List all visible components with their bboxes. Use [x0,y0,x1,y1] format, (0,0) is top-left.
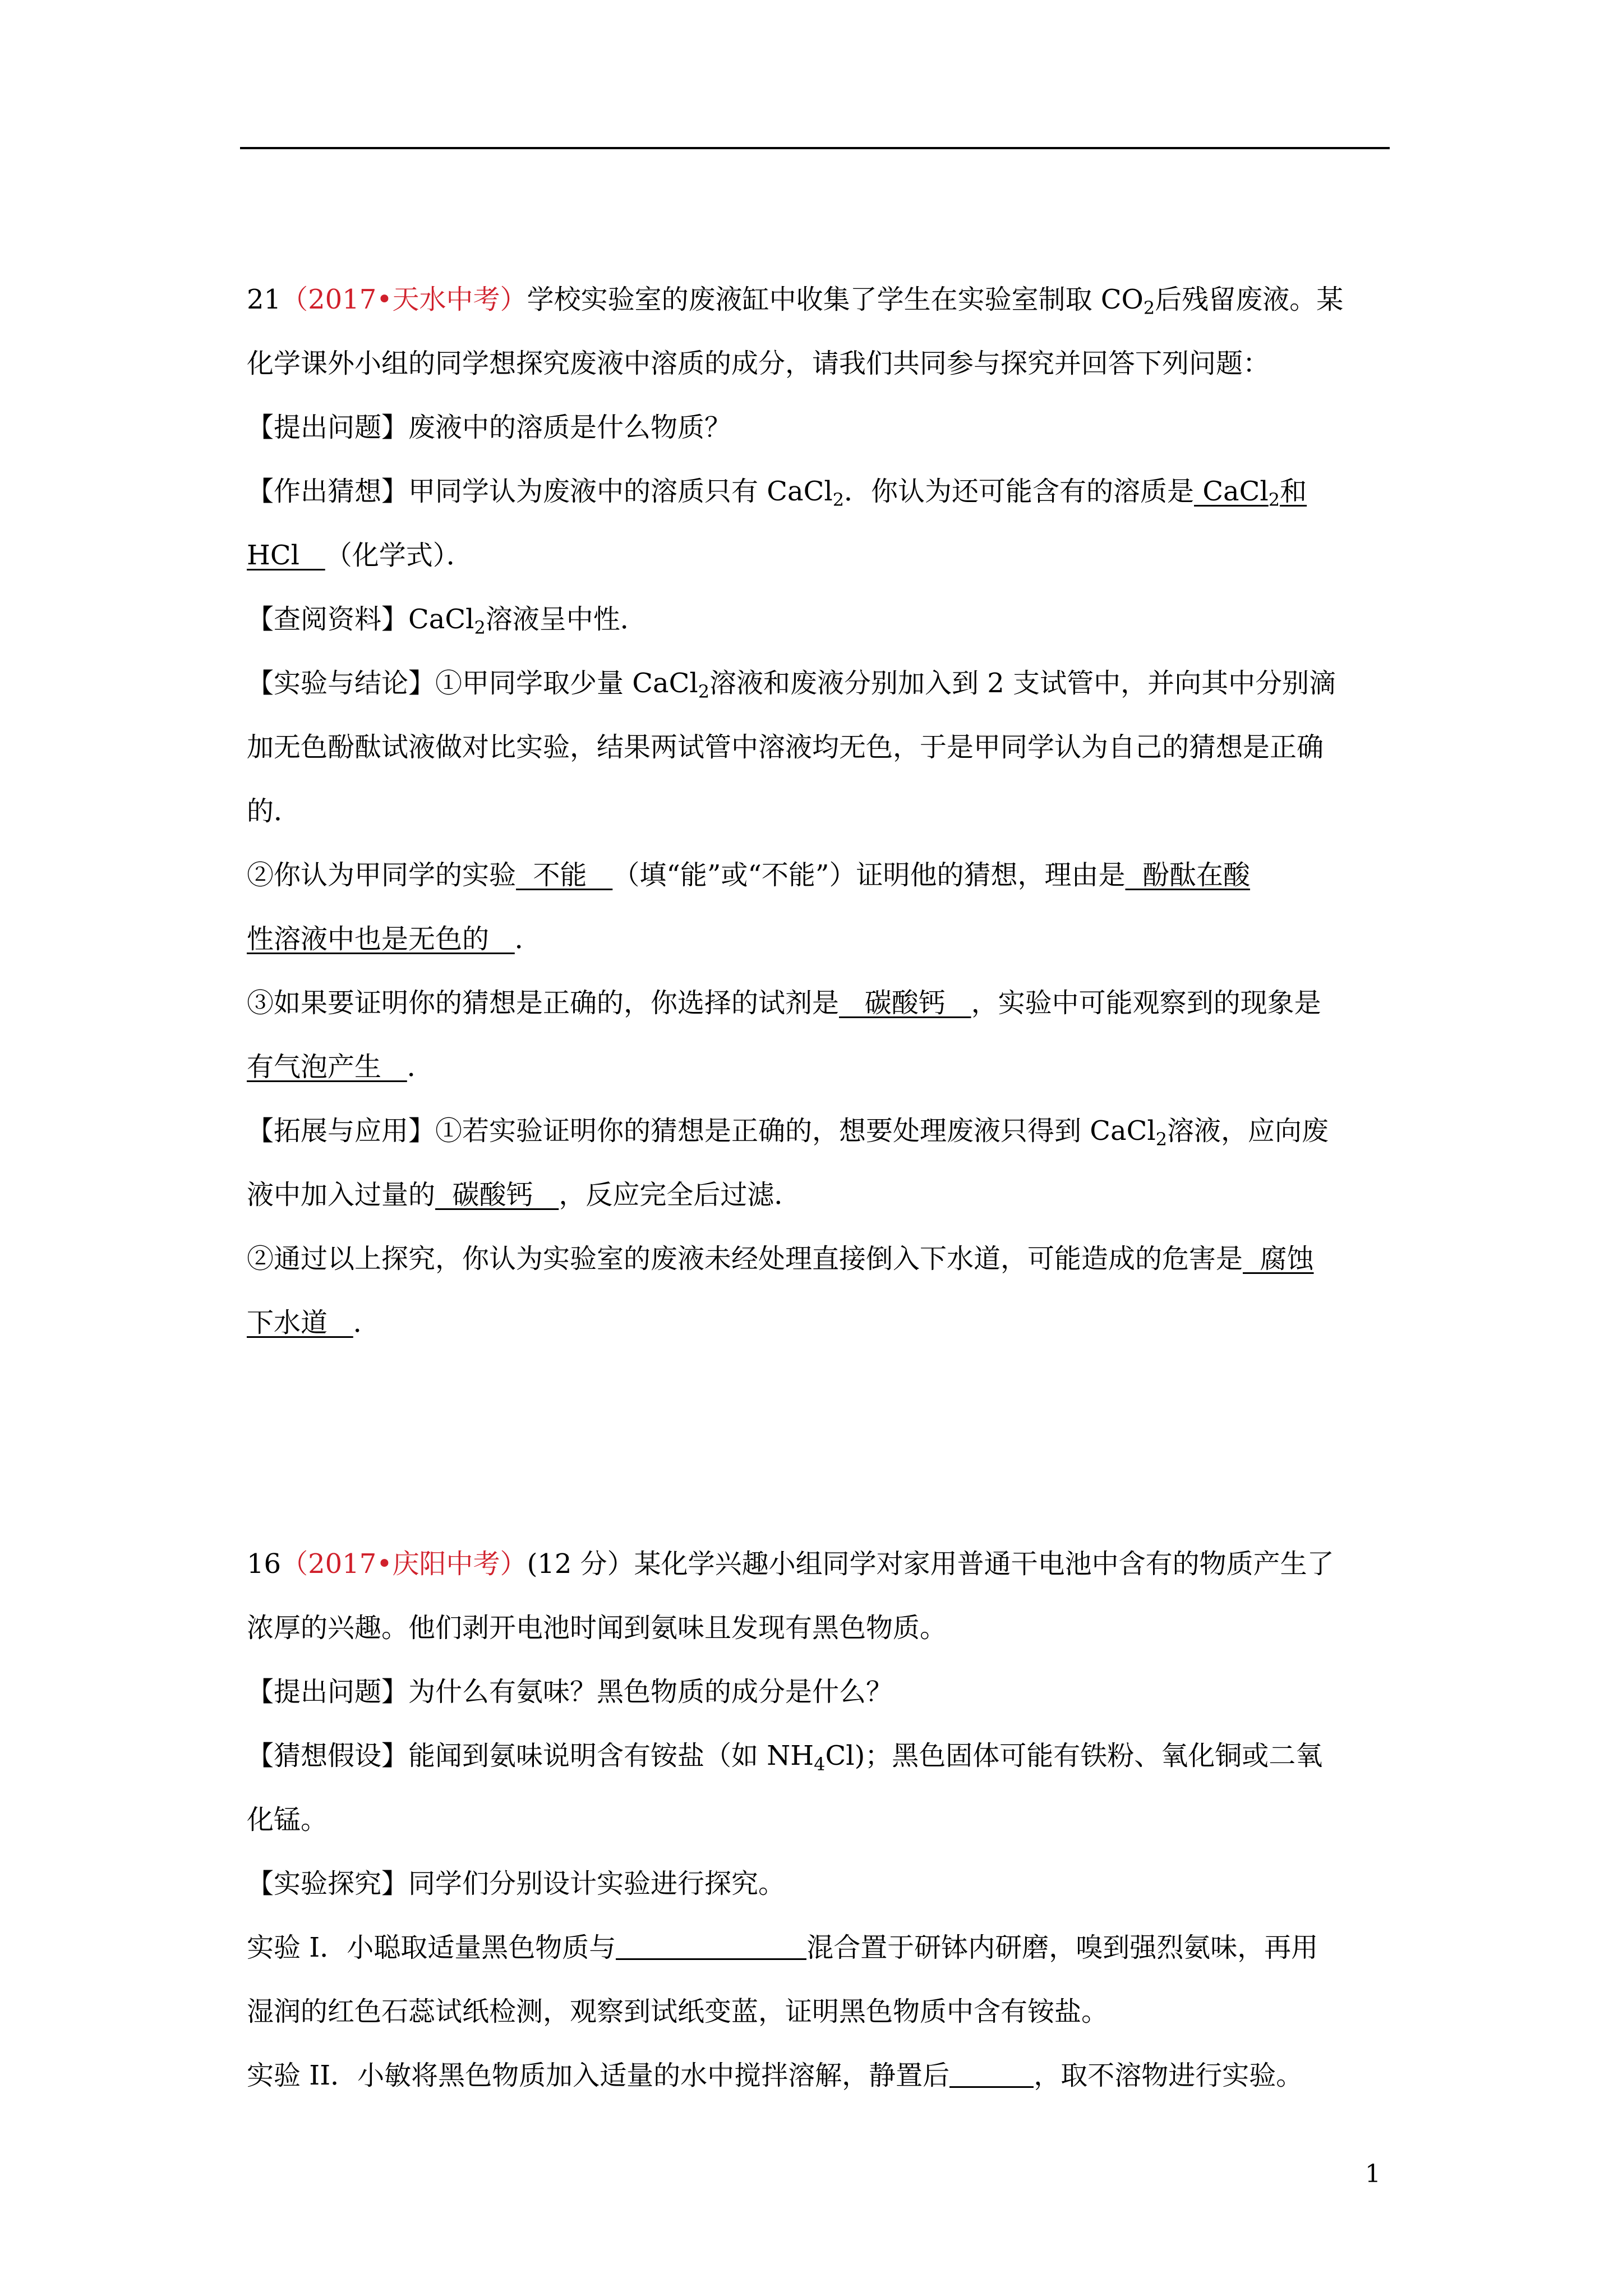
q21-line-9: 的． [247,795,301,827]
fill-blank[interactable] [949,2062,1034,2088]
q21-line-7: 【实验与结论】①甲同学取少量 CaCl$_2$溶液和废液分别加入到 2 支试管中，并向其中分别滴 [247,668,1336,702]
q21-line-16: ②通过以上探究，你认为实验室的废液未经处理直接倒入下水道，可能造成的危害是 腐蚀 [247,1243,1314,1274]
q16-line-2: 浓厚的兴趣。他们剥开电池时闻到氨味且发现有黑色物质。 [247,1612,947,1644]
q21-line-14: 【拓展与应用】①若实验证明你的猜想是正确的，想要处理废液只得到 CaCl$_2$溶液，应向废 [247,1115,1329,1150]
answer-blank: 不能 [516,859,613,891]
answer-blank: 腐蚀 [1243,1243,1314,1274]
q21-line-10: ②你认为甲同学的实验 不能 （填“能”或“不能”）证明他的猜想，理由是 酚酞在酸 [247,859,1251,891]
question-number: 16 [247,1548,282,1580]
q16-line-9: 实验 II．小敏将黑色物质加入适量的水中搅拌溶解，静置后 ，取不溶物进行实验。 [247,2060,1303,2091]
question-number: 21 [247,284,282,315]
q21-line-15: 液中加入过量的 碳酸钙 ，反应完全后过滤． [247,1179,801,1211]
source-tag: （2017•庆阳中考） [281,1548,527,1580]
q21-line-5: HCl （化学式）． [247,540,473,571]
q21-line-17: 下水道 ． [247,1307,380,1338]
q16-line-8: 湿润的红色石蕊试纸检测，观察到试纸变蓝，证明黑色物质中含有铵盐。 [247,1996,1109,2027]
q21-line-4: 【作出猜想】甲同学认为废液中的溶质只有 CaCl$_2$．你认为还可能含有的溶质是 CaCl$_2$和 [247,476,1307,510]
answer-blank: 碳酸钙 [435,1179,559,1211]
q21-line-1: 21（2017•天水中考）学校实验室的废液缸中收集了学生在实验室制取 $CO_2$后残留废液。某 [247,284,1344,319]
q16-line-4: 【猜想假设】能闻到氨味说明含有铵盐（如 $NH_4Cl$)；黑色固体可能有铁粉、氧化铜或二氧 [247,1740,1323,1775]
q21-line-2: 化学课外小组的同学想探究废液中溶质的成分，请我们共同参与探究并回答下列问题： [247,348,1270,379]
answer-blank: 碳酸钙 [839,987,971,1019]
q16-line-6: 【实验探究】同学们分别设计实验进行探究。 [247,1868,786,1899]
answer-blank: CaCl$_2$和 [1194,476,1307,510]
q16-line-1: 16（2017•庆阳中考）(12 分）某化学兴趣小组同学对家用普通干电池中含有的物质产生了 [247,1548,1334,1580]
q21-line-8: 加无色酚酞试液做对比实验，结果两试管中溶液均无色，于是甲同学认为自己的猜想是正确 [247,731,1324,763]
q21-line-3: 【提出问题】废液中的溶质是什么物质？ [247,412,732,443]
answer-blank: 有气泡产生 [247,1051,407,1083]
q21-line-6: 【查阅资料】CaCl$_2$溶液呈中性． [247,604,647,638]
page-number: 1 [1365,2160,1381,2188]
q16-line-3: 【提出问题】为什么有氨味？黑色物质的成分是什么？ [247,1676,893,1708]
answer-blank: 酚酞在酸 [1125,859,1251,891]
answer-blank: HCl [247,540,325,571]
q16-line-5: 化锰。 [247,1804,328,1835]
q21-line-13: 有气泡产生 ． [247,1051,434,1083]
answer-blank: 下水道 [247,1307,353,1338]
answer-blank: 性溶液中也是无色的 [247,923,515,955]
source-tag: （2017•天水中考） [281,284,527,315]
q21-line-11: 性溶液中也是无色的 ． [247,923,542,955]
q16-line-7: 实验 I．小聪取适量黑色物质与 混合置于研钵内研磨，嗅到强烈氨味，再用 [247,1932,1318,1963]
q21-line-12: ③如果要证明你的猜想是正确的，你选择的试剂是 碳酸钙 ，实验中可能观察到的现象是 [247,987,1321,1019]
fill-blank[interactable] [616,1934,806,1960]
header-rule [240,147,1390,149]
